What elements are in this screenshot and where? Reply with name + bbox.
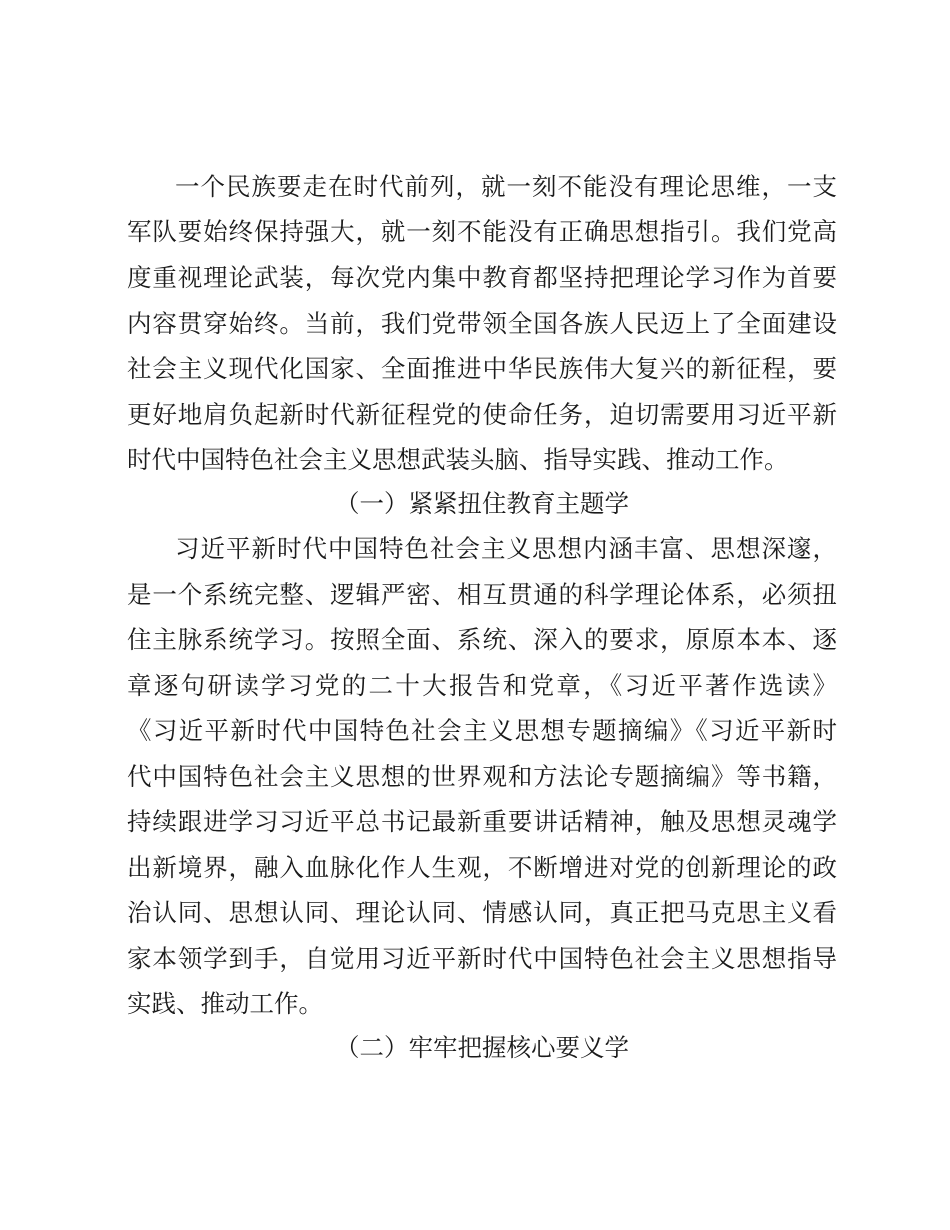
section-heading-2: （二）牢牢把握核心要义学	[335, 1033, 629, 1062]
paragraph-2-line-1: 习近平新时代中国特色社会主义思想内涵丰富、思想深邃，	[175, 534, 837, 563]
paragraph-2-line-7: 持续跟进学习习近平总书记最新重要讲话精神，触及思想灵魂学	[127, 807, 837, 836]
paragraph-1-line-7: 时代中国特色社会主义思想武装头脑、指导实践、推动工作。	[127, 445, 789, 474]
paragraph-2-line-2: 是一个系统完整、逻辑严密、相互贯通的科学理论体系，必须扭	[127, 580, 837, 609]
paragraph-2-line-10: 家本领学到手，自觉用习近平新时代中国特色社会主义思想指导	[127, 944, 837, 973]
paragraph-2-line-4: 章逐句研读学习党的二十大报告和党章，《习近平著作选读》	[127, 671, 837, 700]
paragraph-1-line-5: 社会主义现代化国家、全面推进中华民族伟大复兴的新征程，要	[127, 354, 837, 383]
paragraph-2-line-5: 《习近平新时代中国特色社会主义思想专题摘编》《习近平新时	[127, 716, 837, 745]
paragraph-1-line-1: 一个民族要走在时代前列，就一刻不能没有理论思维，一支	[175, 172, 837, 201]
paragraph-2-line-3: 住主脉系统学习。按照全面、系统、深入的要求，原原本本、逐	[127, 625, 837, 654]
paragraph-1-line-4: 内容贯穿始终。当前，我们党带领全国各族人民迈上了全面建设	[127, 309, 837, 338]
paragraph-2-line-9: 治认同、思想认同、理论认同、情感认同，真正把马克思主义看	[127, 898, 837, 927]
paragraph-2-line-8: 出新境界，融入血脉化作人生观，不断增进对党的创新理论的政	[127, 853, 837, 882]
paragraph-2-line-11: 实践、推动工作。	[127, 989, 323, 1018]
paragraph-1-line-6: 更好地肩负起新时代新征程党的使命任务，迫切需要用习近平新	[127, 400, 837, 429]
paragraph-1-line-3: 度重视理论武装，每次党内集中教育都坚持把理论学习作为首要	[127, 263, 837, 292]
section-heading-1: （一）紧紧扭住教育主题学	[335, 489, 629, 518]
paragraph-1-line-2: 军队要始终保持强大，就一刻不能没有正确思想指引。我们党高	[127, 217, 837, 246]
paragraph-2-line-6: 代中国特色社会主义思想的世界观和方法论专题摘编》等书籍，	[127, 762, 837, 791]
